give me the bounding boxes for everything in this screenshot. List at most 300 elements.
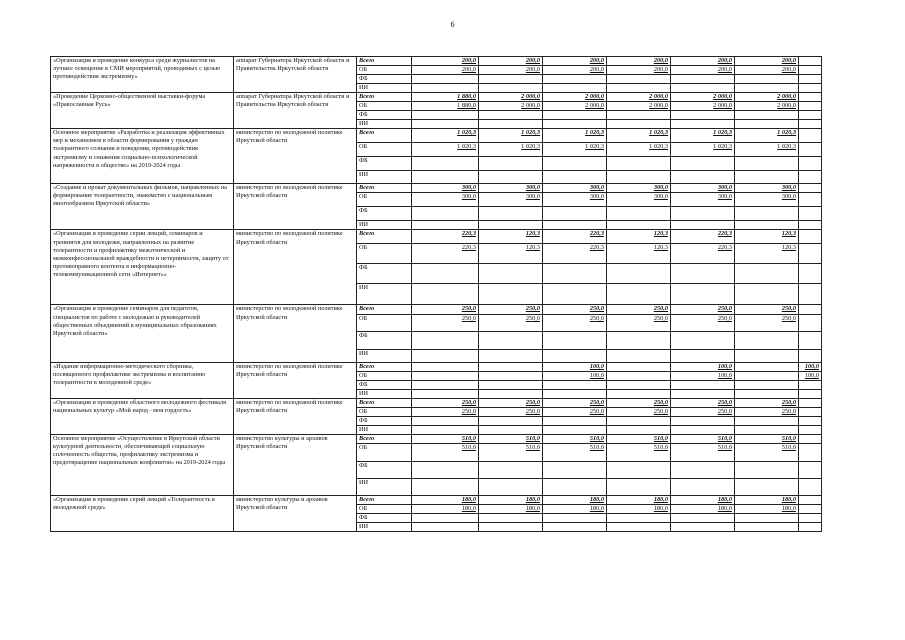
activity-name: «Организация и проведение конкурса среди журналистов на лучшее освещение в СМИ мероприятий, проводимых с целью противодействия экстремизму» [51,57,234,93]
amount-cell [479,111,543,120]
amount-cell [799,398,822,407]
amount-cell: 120,3 [479,230,543,244]
amount-cell [412,207,479,221]
funding-source-ob: ОБ [357,66,412,75]
amount-cell: 200,0 [543,66,607,75]
amount-cell: 200,0 [607,57,671,66]
amount-cell: 1 020,3 [607,129,671,143]
amount-cell [671,349,735,362]
amount-cell [735,75,799,84]
amount-cell [607,171,671,184]
amount-cell: 2 000,0 [735,102,799,111]
amount-cell [479,264,543,284]
amount-cell [412,75,479,84]
amount-cell: 120,3 [607,244,671,264]
amount-cell [479,75,543,84]
funding-source-ii: ИИ [357,349,412,362]
amount-cell [735,362,799,371]
amount-cell [412,371,479,380]
amount-cell [412,389,479,398]
amount-cell [479,514,543,523]
amount-cell [607,380,671,389]
amount-cell [799,75,822,84]
amount-cell [735,264,799,284]
amount-cell [479,207,543,221]
amount-cell [543,389,607,398]
amount-cell [671,416,735,425]
table-row-total [51,362,822,371]
amount-cell [412,380,479,389]
funding-source-ob: ОБ [357,504,412,513]
funding-source-fb: ФБ [357,75,412,84]
funding-source-ii: ИИ [357,284,412,305]
amount-cell [607,425,671,434]
amount-cell: 300,0 [412,193,479,207]
amount-cell [607,264,671,284]
amount-cell: 1 020,3 [735,143,799,157]
amount-cell [607,523,671,532]
amount-cell: 100,0 [543,362,607,371]
amount-cell [799,416,822,425]
amount-cell [671,331,735,349]
amount-cell: 510,0 [479,434,543,443]
amount-cell [799,120,822,129]
amount-cell [799,111,822,120]
amount-cell [735,207,799,221]
amount-cell: 200,0 [671,66,735,75]
amount-cell: 250,0 [607,398,671,407]
amount-cell [543,523,607,532]
amount-cell: 200,0 [412,57,479,66]
amount-cell [479,523,543,532]
amount-cell: 220,3 [412,244,479,264]
amount-cell [671,389,735,398]
amount-cell [671,478,735,495]
amount-cell [799,207,822,221]
amount-cell [671,120,735,129]
funding-source-total: Всего [357,230,412,244]
funding-source-ii: ИИ [357,120,412,129]
amount-cell [607,371,671,380]
amount-cell: 180,0 [671,495,735,504]
amount-cell [735,416,799,425]
amount-cell [479,84,543,93]
table-row-total [51,57,822,66]
amount-cell [735,284,799,305]
funding-source-fb: ФБ [357,461,412,478]
amount-cell [543,264,607,284]
amount-cell: 180,0 [543,495,607,504]
funding-source-fb: ФБ [357,111,412,120]
amount-cell: 220,3 [671,244,735,264]
amount-cell [543,157,607,171]
amount-cell: 250,0 [671,407,735,416]
amount-cell [543,171,607,184]
amount-cell: 1 020,3 [479,129,543,143]
funding-source-ob: ОБ [357,407,412,416]
amount-cell [799,84,822,93]
amount-cell [671,221,735,230]
amount-cell: 250,0 [735,314,799,331]
amount-cell [671,425,735,434]
amount-cell: 1 020,3 [412,143,479,157]
responsible-organization: аппарат Губернатора Иркутской области и Правительства Иркутской области [234,57,357,93]
amount-cell [412,331,479,349]
amount-cell: 250,0 [607,314,671,331]
amount-cell [799,129,822,143]
amount-cell: 2 000,0 [607,102,671,111]
amount-cell [543,461,607,478]
funding-source-fb: ФБ [357,380,412,389]
amount-cell [799,349,822,362]
amount-cell: 1 020,3 [543,129,607,143]
funding-source-ii: ИИ [357,425,412,434]
amount-cell [479,284,543,305]
amount-cell: 300,0 [735,184,799,193]
amount-cell: 200,0 [412,66,479,75]
amount-cell [799,314,822,331]
amount-cell [412,523,479,532]
amount-cell: 1 880,0 [412,102,479,111]
amount-cell [479,389,543,398]
amount-cell [799,244,822,264]
amount-cell [799,102,822,111]
amount-cell [479,362,543,371]
amount-cell [412,221,479,230]
amount-cell [735,461,799,478]
funding-source-total: Всего [357,57,412,66]
amount-cell: 510,0 [412,443,479,461]
table-row-total [51,93,822,102]
amount-cell [671,111,735,120]
amount-cell: 250,0 [671,398,735,407]
amount-cell: 2 000,0 [671,93,735,102]
amount-cell [479,171,543,184]
responsible-organization: министерство по молодежной политике Иркутской области [234,362,357,398]
amount-cell [412,461,479,478]
amount-cell [799,66,822,75]
funding-source-fb: ФБ [357,207,412,221]
amount-cell: 1 020,3 [479,143,543,157]
activity-name: «Организация и проведение областного молодежного фестиваля национальных культур «Мой народ - моя гордость» [51,398,234,434]
amount-cell: 120,3 [607,230,671,244]
amount-cell: 2 000,0 [479,93,543,102]
funding-source-ii: ИИ [357,84,412,93]
amount-cell [799,443,822,461]
funding-source-ii: ИИ [357,389,412,398]
funding-source-ii: ИИ [357,221,412,230]
amount-cell: 510,0 [671,443,735,461]
amount-cell [735,349,799,362]
amount-cell: 510,0 [479,443,543,461]
amount-cell: 120,3 [479,244,543,264]
amount-cell: 120,3 [735,244,799,264]
responsible-organization: министерство по молодежной политике Иркутской области [234,305,357,362]
amount-cell [607,221,671,230]
responsible-organization: министерство по молодежной политике Иркутской области [234,230,357,305]
amount-cell [799,478,822,495]
amount-cell: 200,0 [735,66,799,75]
amount-cell [671,157,735,171]
amount-cell: 180,0 [412,495,479,504]
table-row-total [51,305,822,314]
amount-cell: 180,0 [479,504,543,513]
funding-source-fb: ФБ [357,416,412,425]
amount-cell [479,221,543,230]
amount-cell [479,157,543,171]
amount-cell [799,523,822,532]
amount-cell: 300,0 [607,193,671,207]
funding-source-total: Всего [357,434,412,443]
amount-cell: 510,0 [543,443,607,461]
amount-cell [479,416,543,425]
amount-cell [412,171,479,184]
amount-cell [479,331,543,349]
amount-cell: 300,0 [671,193,735,207]
amount-cell: 220,3 [543,244,607,264]
amount-cell [735,389,799,398]
amount-cell: 200,0 [735,57,799,66]
amount-cell [735,120,799,129]
amount-cell: 200,0 [607,66,671,75]
amount-cell [607,331,671,349]
responsible-organization: министерство по молодежной политике Иркутской области [234,129,357,184]
activity-name: Основное мероприятие «Осуществление в Иркутской области культурной деятельности, обеспечивающей социальную сплоченность общества, профилактику экстремизма и предотвращение национальных конфликтов» на 2019-2024 годы [51,434,234,495]
amount-cell [607,416,671,425]
amount-cell: 300,0 [543,184,607,193]
amount-cell: 510,0 [735,443,799,461]
funding-source-total: Всего [357,184,412,193]
amount-cell [735,171,799,184]
amount-cell [543,331,607,349]
amount-cell: 510,0 [543,434,607,443]
responsible-organization: министерство по молодежной политике Иркутской области [234,184,357,230]
amount-cell [412,478,479,495]
amount-cell: 250,0 [607,407,671,416]
amount-cell: 2 000,0 [671,102,735,111]
activity-name: «Организация и проведение серии лекций, семинаров и тренингов для молодежи, направленных на развитие толерантности и профилактику межэтнической и межконфессиональной враждебности и нетерпимости, защиту от противоправного контента в информационно-телекоммуникационной сети «Интернет»» [51,230,234,305]
amount-cell [412,111,479,120]
amount-cell [607,207,671,221]
amount-cell [735,425,799,434]
amount-cell: 250,0 [735,407,799,416]
amount-cell [607,157,671,171]
table-row-total [51,184,822,193]
amount-cell [412,84,479,93]
amount-cell [543,221,607,230]
amount-cell [799,57,822,66]
amount-cell [799,171,822,184]
amount-cell: 250,0 [479,314,543,331]
amount-cell [735,371,799,380]
funding-source-ii: ИИ [357,171,412,184]
activity-name: Основное мероприятие «Разработка и реализация эффективных мер и механизмов в области формирования у граждан толерантного сознания и поведения, противодействия экстремизму и снижения социально-психологической напряженности в обществе» на 2019-2024 годы [51,129,234,184]
amount-cell: 250,0 [671,305,735,314]
amount-cell [543,75,607,84]
funding-source-total: Всего [357,129,412,143]
funding-source-total: Всего [357,305,412,314]
amount-cell [735,331,799,349]
amount-cell: 180,0 [412,504,479,513]
amount-cell [412,264,479,284]
amount-cell [479,461,543,478]
amount-cell [607,84,671,93]
amount-cell [799,193,822,207]
amount-cell [543,84,607,93]
amount-cell [799,143,822,157]
amount-cell: 100,0 [799,371,822,380]
amount-cell [543,514,607,523]
amount-cell: 200,0 [671,57,735,66]
amount-cell [607,349,671,362]
responsible-organization: аппарат Губернатора Иркутской области и Правительства Иркутской области [234,93,357,129]
amount-cell: 220,3 [671,230,735,244]
amount-cell [412,349,479,362]
funding-source-ob: ОБ [357,443,412,461]
amount-cell [607,111,671,120]
amount-cell [412,120,479,129]
amount-cell [799,264,822,284]
amount-cell [799,380,822,389]
amount-cell [799,434,822,443]
funding-source-total: Всего [357,398,412,407]
amount-cell [799,504,822,513]
amount-cell [799,157,822,171]
amount-cell: 510,0 [607,443,671,461]
amount-cell [607,75,671,84]
amount-cell: 1 020,3 [671,143,735,157]
amount-cell [543,416,607,425]
amount-cell: 100,0 [671,362,735,371]
page-number: 6 [450,20,455,29]
amount-cell [412,416,479,425]
amount-cell [479,349,543,362]
amount-cell: 300,0 [479,184,543,193]
amount-cell [607,362,671,371]
amount-cell: 510,0 [735,434,799,443]
funding-source-ob: ОБ [357,193,412,207]
amount-cell [671,284,735,305]
amount-cell [671,207,735,221]
amount-cell: 1 020,3 [735,129,799,143]
amount-cell: 2 000,0 [479,102,543,111]
funding-source-ob: ОБ [357,102,412,111]
funding-source-total: Всего [357,362,412,371]
amount-cell [671,171,735,184]
responsible-organization: министерство культуры и архивов Иркутской области [234,495,357,531]
funding-source-fb: ФБ [357,264,412,284]
amount-cell: 1 020,3 [671,129,735,143]
amount-cell: 510,0 [607,434,671,443]
amount-cell: 180,0 [671,504,735,513]
funding-source-ob: ОБ [357,244,412,264]
amount-cell [671,514,735,523]
amount-cell [479,371,543,380]
table-row-total [51,129,822,143]
amount-cell: 250,0 [479,407,543,416]
amount-cell: 300,0 [671,184,735,193]
amount-cell: 180,0 [735,504,799,513]
funding-source-fb: ФБ [357,157,412,171]
amount-cell: 2 000,0 [607,93,671,102]
amount-cell [543,425,607,434]
amount-cell: 100,0 [543,371,607,380]
amount-cell [735,157,799,171]
amount-cell: 1 020,3 [543,143,607,157]
amount-cell [799,93,822,102]
amount-cell [543,380,607,389]
amount-cell: 250,0 [543,398,607,407]
amount-cell: 2 000,0 [735,93,799,102]
amount-cell [543,349,607,362]
amount-cell [479,120,543,129]
amount-cell: 180,0 [607,504,671,513]
amount-cell: 180,0 [479,495,543,504]
amount-cell [799,514,822,523]
amount-cell: 300,0 [735,193,799,207]
amount-cell [671,75,735,84]
amount-cell [799,407,822,416]
amount-cell [799,305,822,314]
amount-cell [412,157,479,171]
amount-cell: 250,0 [479,305,543,314]
amount-cell [412,284,479,305]
amount-cell: 220,3 [412,230,479,244]
amount-cell [735,380,799,389]
amount-cell [671,380,735,389]
amount-cell: 2 000,0 [543,93,607,102]
amount-cell [735,84,799,93]
activity-name: «Организация и проведение серий лекций «Толерантность в молодежной среде» [51,495,234,531]
amount-cell [799,461,822,478]
amount-cell: 250,0 [543,305,607,314]
amount-cell: 250,0 [543,314,607,331]
amount-cell: 200,0 [543,57,607,66]
amount-cell: 100,0 [799,362,822,371]
amount-cell: 220,3 [543,230,607,244]
amount-cell [671,264,735,284]
amount-cell [543,111,607,120]
amount-cell: 510,0 [412,434,479,443]
amount-cell [671,461,735,478]
activity-name: «Создание и прокат документальных фильмов, направленных на формирование толерантности, знакомство с национальным многообразием Иркутской области» [51,184,234,230]
amount-cell [671,523,735,532]
amount-cell: 250,0 [735,305,799,314]
amount-cell [735,111,799,120]
amount-cell [799,221,822,230]
amount-cell [607,389,671,398]
funding-source-ii: ИИ [357,523,412,532]
amount-cell [543,120,607,129]
amount-cell: 180,0 [607,495,671,504]
amount-cell: 250,0 [543,407,607,416]
amount-cell: 120,3 [735,230,799,244]
amount-cell [479,380,543,389]
amount-cell [607,514,671,523]
amount-cell: 300,0 [607,184,671,193]
amount-cell: 300,0 [412,184,479,193]
funding-source-ii: ИИ [357,478,412,495]
amount-cell: 200,0 [479,66,543,75]
amount-cell [479,478,543,495]
amount-cell [799,495,822,504]
amount-cell [735,523,799,532]
amount-cell [799,184,822,193]
amount-cell [543,478,607,495]
funding-source-fb: ФБ [357,331,412,349]
amount-cell [607,120,671,129]
amount-cell: 250,0 [735,398,799,407]
